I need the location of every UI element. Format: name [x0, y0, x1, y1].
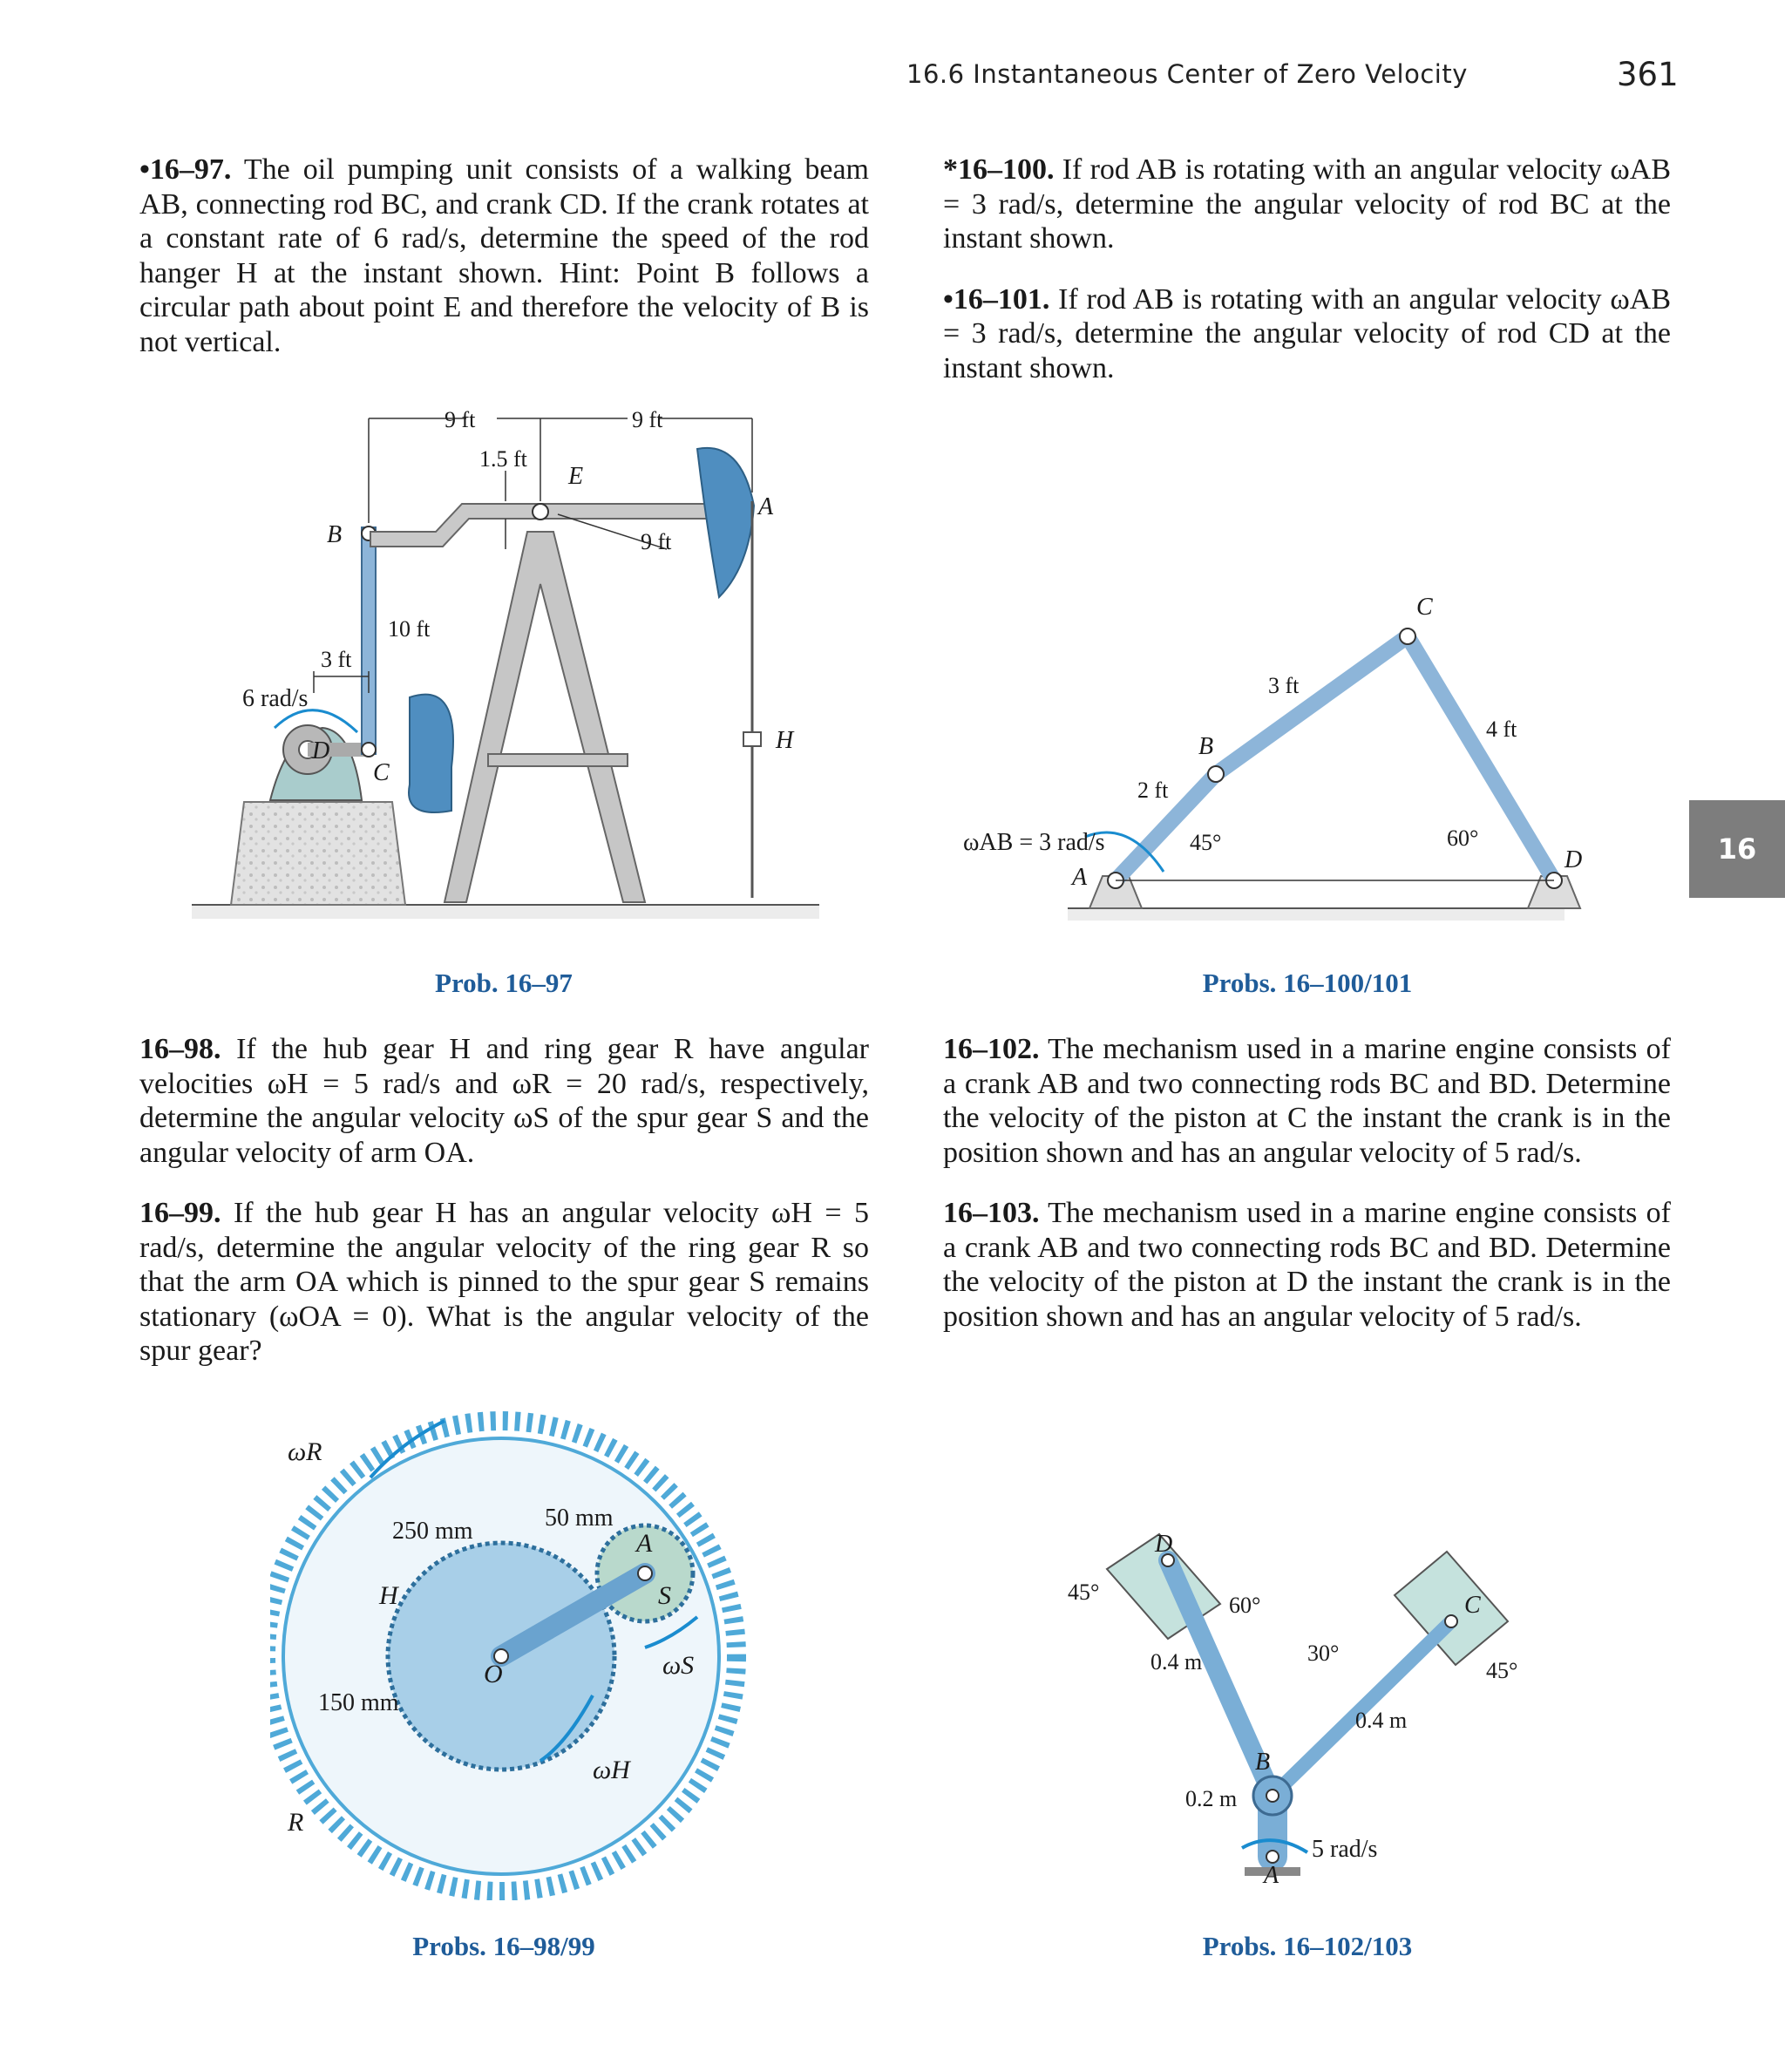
angle-45-left: 45° [1068, 1579, 1100, 1605]
horse-head [697, 448, 754, 597]
crank-counterweight [409, 695, 453, 812]
label-d: D [1155, 1531, 1173, 1558]
label-omega-s: ωS [662, 1651, 695, 1680]
label-h: H [379, 1581, 398, 1610]
figure-oil-pumping-unit [174, 384, 854, 941]
label-omega-h: ωH [593, 1756, 630, 1784]
label-a: A [1264, 1862, 1279, 1889]
figure-four-bar-linkage [954, 584, 1669, 933]
label-h: H [776, 727, 794, 754]
dim-150mm: 150 mm [318, 1689, 399, 1716]
ground [192, 905, 819, 919]
problem-16-98 [139, 1032, 869, 1170]
dim-3ft: 3 ft [1268, 673, 1300, 698]
problem-number: 16–102. [943, 1033, 1040, 1065]
caption-probs-16-100-101: Probs. 16–100/101 [1202, 968, 1413, 998]
dim-0-4m-bd: 0.4 m [1150, 1649, 1203, 1675]
dim-0-2m: 0.2 m [1185, 1786, 1238, 1811]
problem-16-101 [943, 282, 1671, 386]
problem-text: The mechanism used in a marine engine consists of a crank AB and two connecting rods BC and BD. Determine the velocity of the piston at C the instant the crank is in the position shown and has an angular velocity of 5 rad/s. [943, 1033, 1671, 1169]
dim-250mm: 250 mm [392, 1518, 473, 1545]
page-number: 361 [1617, 56, 1679, 93]
figure-marine-engine [1055, 1499, 1560, 1892]
problem-text: The oil pumping unit consists of a walking beam AB, connecting rod BC, and crank CD. If the crank rotates at a constant rate of 6 rad/s, determine the speed of the rod hanger H at the instant shown. Hint: Point B follows a circular path about point E and therefore the velocity of B is not vertical. [139, 153, 869, 358]
label-c: C [1416, 594, 1433, 621]
label-a: A [1072, 864, 1088, 891]
rod-hanger-h [743, 732, 761, 746]
problems-16-102-103 [943, 1032, 1671, 1360]
label-c: C [1464, 1592, 1481, 1619]
angle-45-right: 45° [1486, 1658, 1518, 1683]
label-d: D [312, 737, 330, 764]
connecting-rod-bc [362, 527, 376, 754]
concrete-base [231, 802, 405, 905]
problem-16-97 [139, 153, 869, 359]
dim-2ft: 2 ft [1137, 778, 1169, 803]
problem-16-100 [943, 153, 1671, 256]
problem-text: If rod AB is rotating with an angular velocity ωAB = 3 rad/s, determine the angular velocity of rod BC at the instant shown. [943, 153, 1672, 255]
problem-text: If rod AB is rotating with an angular velocity ωAB = 3 rad/s, determine the angular velocity of rod CD at the instant shown. [943, 282, 1672, 384]
problem-text: If the hub gear H and ring gear R have angular velocities ωH = 5 rad/s and ωR = 20 rad/s, respectively, determine the angular velocity ωS of the spur gear S and the angular velocity of arm OA. [139, 1033, 870, 1169]
label-o: O [484, 1660, 503, 1688]
dim-9ft-beam: 9 ft [641, 529, 672, 554]
problem-16-99 [139, 1196, 869, 1369]
problem-number: •16–101. [943, 282, 1050, 316]
dim-4ft: 4 ft [1486, 717, 1517, 742]
angle-45: 45° [1190, 830, 1222, 855]
dim-9ft-left: 9 ft [445, 407, 476, 432]
problems-16-98-99 [139, 1032, 869, 1395]
label-d: D [1564, 846, 1583, 873]
omega-6rad: 6 rad/s [242, 685, 309, 712]
angle-30: 30° [1307, 1641, 1340, 1666]
angle-60: 60° [1447, 825, 1479, 851]
label-c: C [373, 759, 390, 786]
problem-number: •16–97. [139, 153, 232, 186]
label-e: E [568, 463, 584, 490]
caption-probs-16-102-103: Probs. 16–102/103 [1202, 1931, 1413, 1961]
label-b: B [327, 521, 343, 548]
angle-60: 60° [1229, 1593, 1261, 1618]
problem-number: 16–103. [943, 1197, 1040, 1229]
problem-16-102 [943, 1032, 1671, 1170]
label-b: B [1255, 1749, 1271, 1776]
dim-3ft: 3 ft [321, 647, 352, 672]
rod-cd [1408, 636, 1554, 880]
label-omega-r: ωR [288, 1437, 322, 1466]
a-frame [445, 532, 645, 902]
problem-number: 16–99. [139, 1197, 221, 1229]
problem-number: 16–98. [139, 1033, 221, 1065]
dim-0-4m-bc: 0.4 m [1355, 1708, 1408, 1733]
label-b: B [1198, 733, 1214, 760]
label-a: A [636, 1529, 653, 1558]
section-title: 16.6 Instantaneous Center of Zero Velocity [906, 59, 1468, 89]
omega-5rad: 5 rad/s [1312, 1836, 1378, 1863]
dim-9ft-right: 9 ft [632, 407, 663, 432]
chapter-tab: 16 [1689, 800, 1785, 898]
dim-50mm: 50 mm [545, 1505, 614, 1532]
pivot-e [533, 504, 548, 520]
problem-text: The mechanism used in a marine engine consists of a crank AB and two connecting rods BC and BD. Determine the velocity of the piston at D the instant the crank is in the position shown and has an angular velocity of 5 rad/s. [943, 1197, 1671, 1333]
dim-10ft: 10 ft [388, 616, 431, 642]
caption-prob-16-97: Prob. 16–97 [435, 968, 573, 998]
figure-planetary-gear [270, 1395, 793, 1900]
problems-16-100-101 [943, 153, 1671, 411]
cylinder-c [1395, 1552, 1508, 1665]
label-r: R [288, 1808, 304, 1837]
problem-number: *16–100. [943, 153, 1055, 186]
problem-text: If the hub gear H has an angular velocity ωH = 5 rad/s, determine the angular velocity of the ring gear R so that the arm OA which is pinned to the spur gear S remains stationary (ωOA = 0). What is the angular velocity of the spur gear? [139, 1197, 870, 1367]
rod-bc [1216, 636, 1408, 774]
label-s: S [658, 1581, 671, 1610]
label-a: A [758, 493, 774, 520]
caption-probs-16-98-99: Probs. 16–98/99 [412, 1931, 595, 1961]
problem-16-103 [943, 1196, 1671, 1334]
omega-ab: ωAB = 3 rad/s [963, 829, 1105, 856]
dim-1-5ft: 1.5 ft [479, 446, 527, 472]
